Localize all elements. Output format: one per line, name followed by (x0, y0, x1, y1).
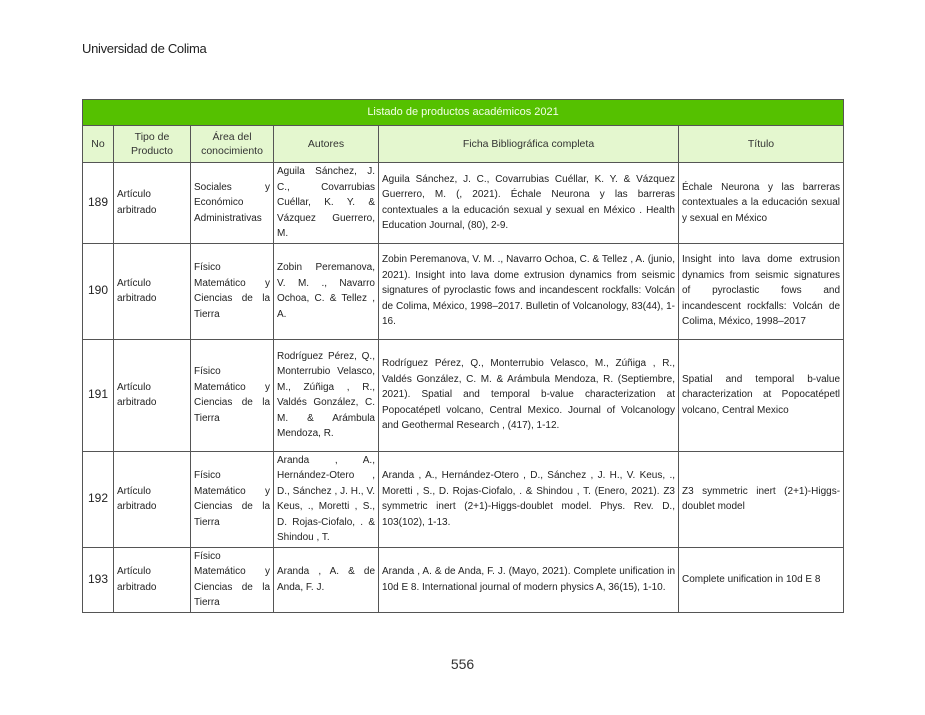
cell-autores: Zobin Peremanova, V. M. ., Navarro Ochoa, C. & Tellez , A. (274, 243, 379, 339)
table-row (83, 339, 844, 451)
cell-ficha: Rodríguez Pérez, Q., Monterrubio Velasco, M., Zúñiga , R., Valdés González, C. M. & Arámbula Mendoza, R. (Septiembre, 2021). Spatial and temporal b-value characterization at Popocatépetl volcano, Central Mexico. Journal of Volcanology and Geothermal Research , (417), 1-12. (379, 339, 679, 451)
cell-area: Físico Matemático y Ciencias de la Tierra (191, 547, 274, 612)
column-header-tipo: Tipo de Producto (114, 126, 191, 163)
cell-tipo: Artículo arbitrado (114, 243, 191, 339)
cell-area: Físico Matemático y Ciencias de la Tierra (191, 339, 274, 451)
cell-titulo: Échale Neurona y las barreras contextuales a la educación sexual y sexual en México (679, 163, 844, 244)
column-header-autores: Autores (274, 126, 379, 163)
cell-autores: Rodríguez Pérez, Q., Monterrubio Velasco, M., Zúñiga , R., Valdés González, C. M. & Arámbula Mendoza, R. (274, 339, 379, 451)
column-header-ficha: Ficha Bibliográfica completa (379, 126, 679, 163)
table-row (83, 243, 844, 339)
cell-no: 190 (83, 243, 114, 339)
table-row (83, 163, 844, 244)
cell-no: 189 (83, 163, 114, 244)
cell-ficha: Zobin Peremanova, V. M. ., Navarro Ochoa, C. & Tellez , A. (junio, 2021). Insight into lava dome extrusion dynamics from seismic signatures of pyroclastic fows and incandescent rockfalls: Volcán de Colima, México, 1998–2017. Bulletin of Volcanology, 83(44), 1-16. (379, 243, 679, 339)
cell-titulo: Insight into lava dome extrusion dynamics from seismic signatures of pyroclastic fows and incandescent rockfalls: Volcán de Colima, México, 1998–2017 (679, 243, 844, 339)
column-header-area: Área del conocimiento (191, 126, 274, 163)
cell-tipo: Artículo arbitrado (114, 547, 191, 612)
cell-no: 191 (83, 339, 114, 451)
column-header-no: No (83, 126, 114, 163)
table-title: Listado de productos académicos 2021 (83, 100, 844, 126)
table-title-row (83, 100, 844, 126)
cell-area: Físico Matemático y Ciencias de la Tierra (191, 451, 274, 547)
cell-area: Sociales y Económico Administrativas (191, 163, 274, 244)
products-table (82, 99, 844, 613)
page-number: 556 (450, 656, 475, 672)
table-row (83, 547, 844, 612)
cell-ficha: Aguila Sánchez, J. C., Covarrubias Cuéllar, K. Y. & Vázquez Guerrero, M. (, 2021). Échale Neurona y las barreras contextuales a la educación sexual y sexual en México . Health Education Journal, (80), 2-9. (379, 163, 679, 244)
cell-titulo: Complete unification in 10d E 8 (679, 547, 844, 612)
cell-area: Físico Matemático y Ciencias de la Tierra (191, 243, 274, 339)
cell-tipo: Artículo arbitrado (114, 163, 191, 244)
cell-titulo: Spatial and temporal b-value characterization at Popocatépetl volcano, Central Mexico (679, 339, 844, 451)
cell-autores: Aranda , A., Hernández-Otero , D., Sánchez , J. H., V. Keus, ., Moretti , S., D. Rojas-Ciofalo, . & Shindou , T. (274, 451, 379, 547)
cell-tipo: Artículo arbitrado (114, 451, 191, 547)
page-header: Universidad de Colima (82, 41, 207, 56)
column-header-titulo: Título (679, 126, 844, 163)
cell-autores: Aranda , A. & de Anda, F. J. (274, 547, 379, 612)
cell-tipo: Artículo arbitrado (114, 339, 191, 451)
column-header-row (83, 126, 844, 163)
cell-ficha: Aranda , A., Hernández-Otero , D., Sánchez , J. H., V. Keus, ., Moretti , S., D. Rojas-Ciofalo, . & Shindou , T. (Enero, 2021). Z3 symmetric inert (2+1)-Higgs-doublet model. Phys. Rev. D., 103(102), 1-13. (379, 451, 679, 547)
cell-no: 193 (83, 547, 114, 612)
cell-no: 192 (83, 451, 114, 547)
cell-titulo: Z3 symmetric inert (2+1)-Higgs-doublet model (679, 451, 844, 547)
cell-ficha: Aranda , A. & de Anda, F. J. (Mayo, 2021). Complete unification in 10d E 8. International journal of modern physics A, 36(15), 1-10. (379, 547, 679, 612)
cell-autores: Aguila Sánchez, J. C., Covarrubias Cuéllar, K. Y. & Vázquez Guerrero, M. (274, 163, 379, 244)
table-row (83, 451, 844, 547)
